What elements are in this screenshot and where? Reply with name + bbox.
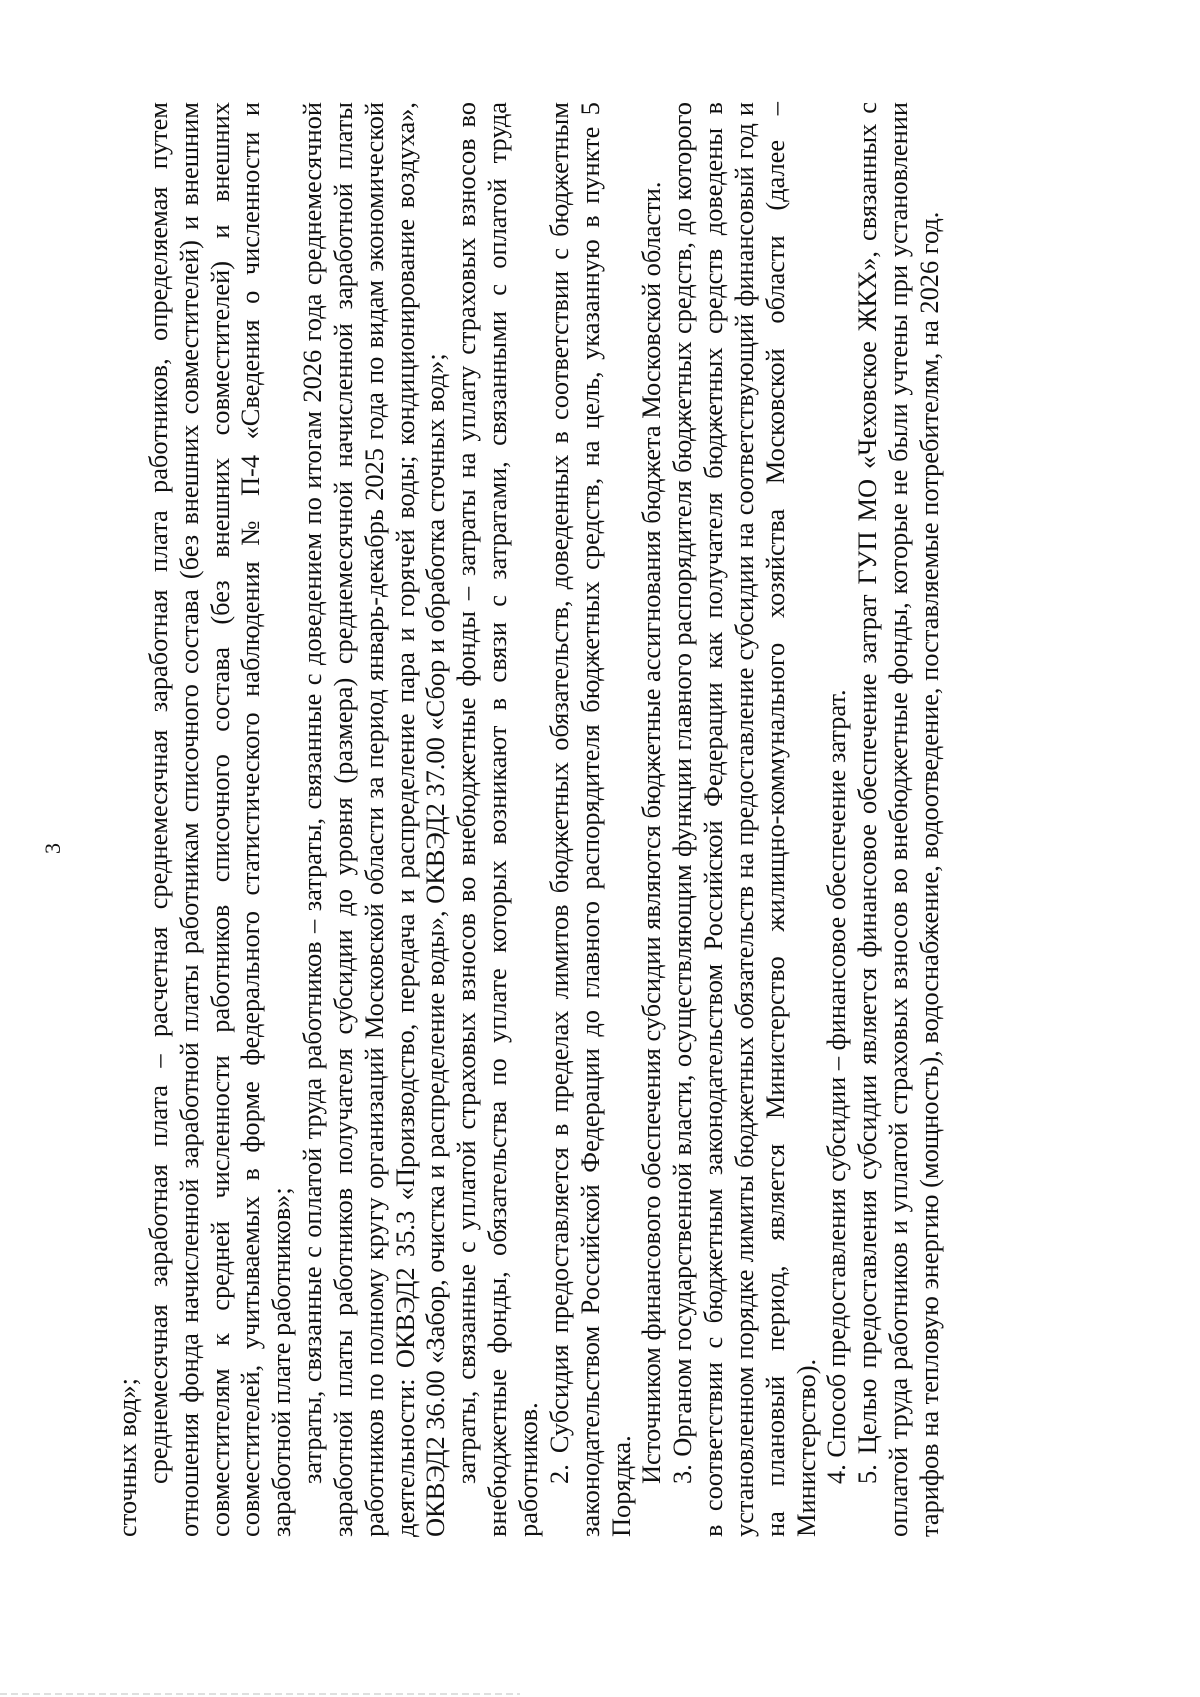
paragraph-item-3: 3. Органом государственной власти, осуществляющим функции главного распорядителя бюджетных средств, до которого в соответствии с бюджетным законодательством Российской Федерации как получателя бюджетных средств доведены в установленном порядке лимиты бюджетных обязательств на предоставление субсидии на соответствующий финансовый год и на плановый период, является Министерство жилищно-коммунального хозяйства Московской области (далее – Министерство). [667, 102, 821, 1537]
paragraph-item-4: 4. Способ предоставления субсидии – финансовое обеспечение затрат. [821, 689, 852, 1484]
page-number: 3 [40, 843, 65, 854]
paragraph-item-5: 5. Целью предоставления субсидии является финансовое обеспечение затрат ГУП МО «Чеховское ЖКХ», связанных с оплатой труда работников и уплатой страховых взносов во внебюджетные фонды, которые не были учтены при установлении тарифов на тепловую энергию (мощность), водоснабжение, водоотведение, поставляемые потребителям, на 2026 год. [852, 102, 944, 1537]
document-body [112, 102, 1112, 1537]
paragraph-insurance-costs-definition: затраты, связанные с уплатой страховых взносов во внебюджетные фонды – затраты на уплату страховых взносов во внебюджетные фонды, обязательства по уплате которых возникают в связи с затратами, связанными с оплатой труда работников. [451, 102, 543, 1537]
scan-edge-artifact [0, 1693, 520, 1695]
paragraph-funding-source: Источником финансового обеспечения субсидии являются бюджетные ассигнования бюджета Московской области. [636, 181, 667, 1484]
paragraph-item-2: 2. Субсидия предоставляется в пределах лимитов бюджетных обязательств, доведенных в соответствии с бюджетным законодательством Российской Федерации до главного распорядителя бюджетных средств, на цель, указанную в пункте 5 Порядка. [543, 102, 636, 1537]
paragraph-continuation: сточных вод»; [112, 1377, 142, 1537]
paragraph-average-salary-definition: среднемесячная заработная плата – расчетная среднемесячная заработная плата работников, определяемая путем отношения фонда начисленной заработной платы работникам списочного состава (без внешних совместителей) и внешним совместителям к средней численности работников списочного состава (без внешних совместителей) и внешних совместителей, учитываемых в форме федерального статистического наблюдения № П-4 «Сведения о численности и заработной плате работников»; [142, 102, 297, 1537]
paragraph-labor-costs-definition: затраты, связанные с оплатой труда работников – затраты, связанные с доведением по итогам 2026 года среднемесячной заработной платы работников получателя субсидии до уровня (размера) среднемесячной начисленной заработной платы работников по полному кругу организаций Московской области за период январь-декабрь 2025 года по видам экономической деятельности: ОКВЭД2 35.3 «Производство, передача и распределение пара и горячей воды; кондиционирование воздуха», ОКВЭД2 36.00 «Забор, очистка и распределение воды», ОКВЭД2 37.00 «Сбор и обработка сточных вод»; [297, 102, 451, 1537]
